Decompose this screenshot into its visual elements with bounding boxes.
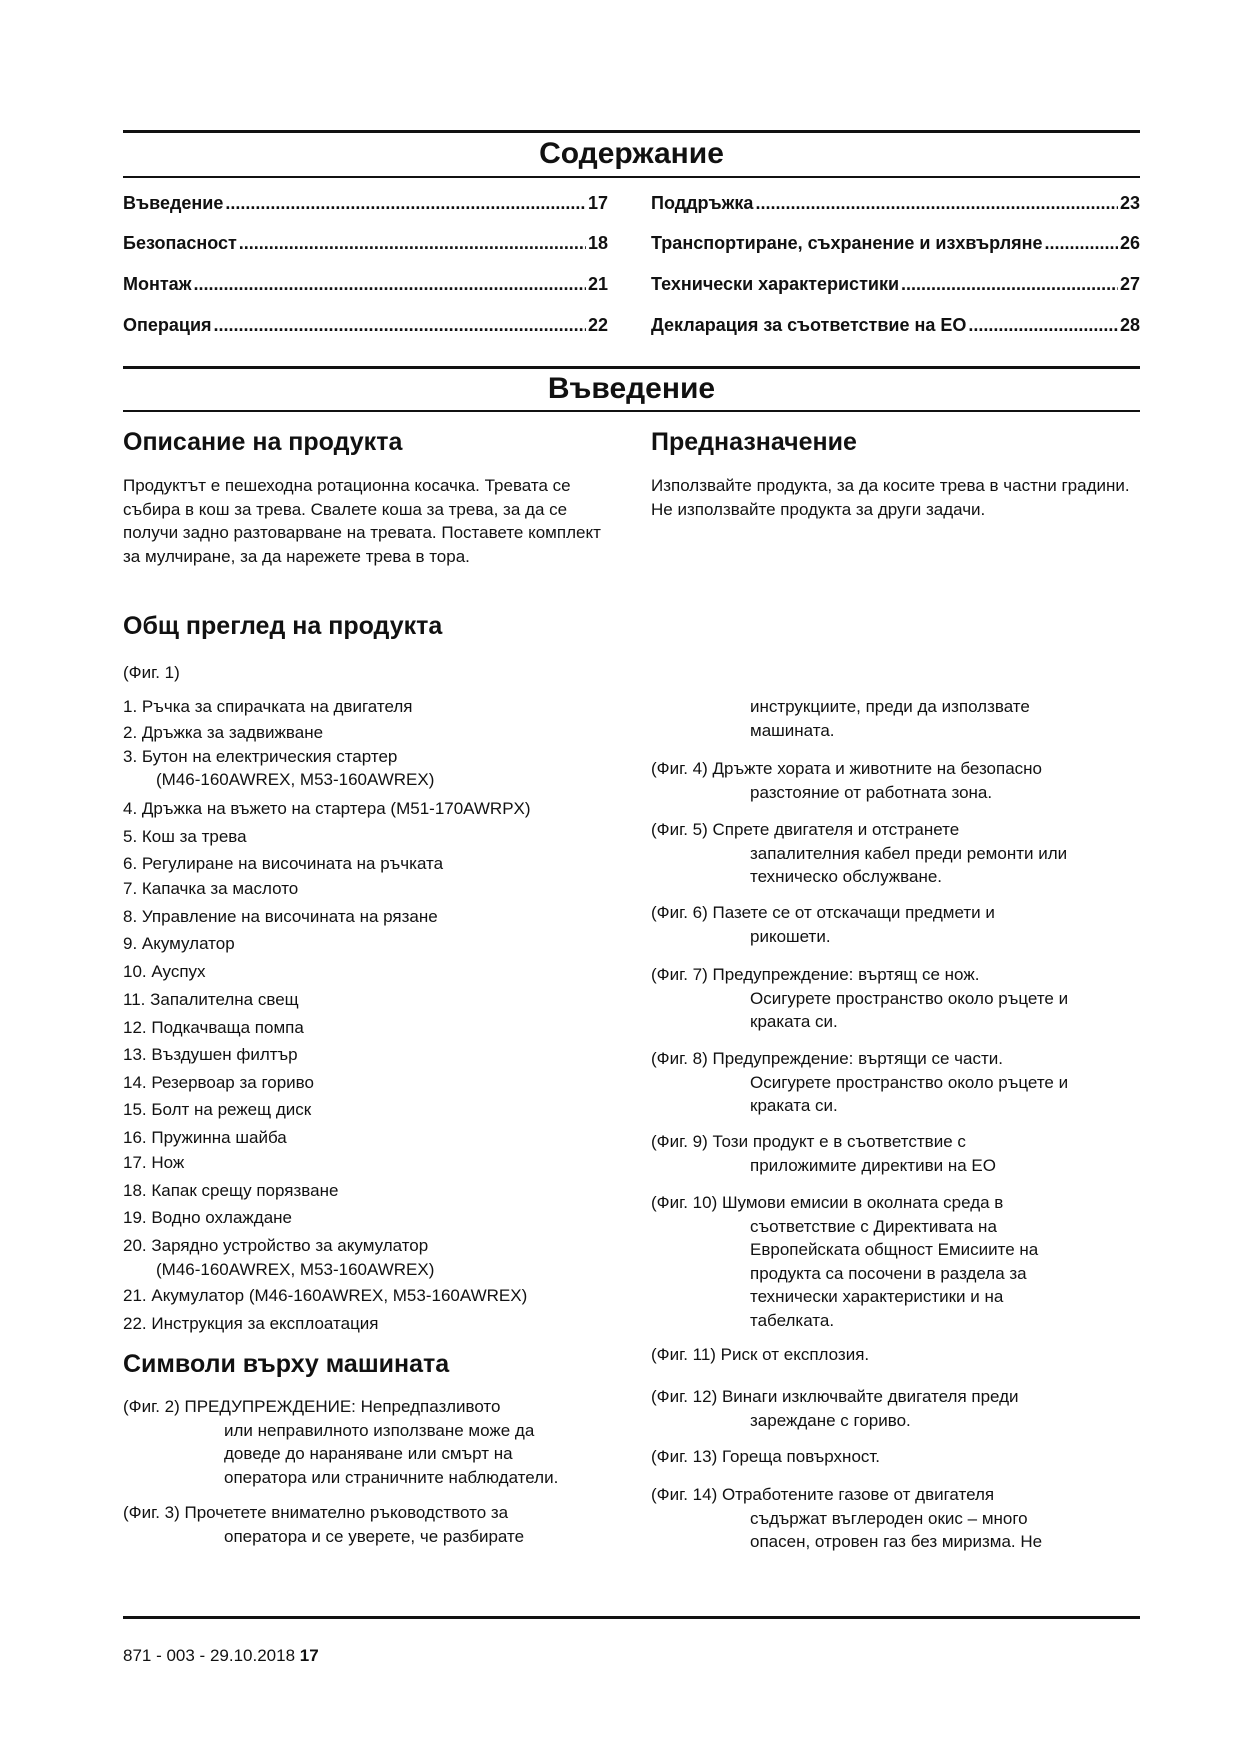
symbol-entry: (Фиг. 14) Отработените газове от двигателя съдържат въглероден окис – много опасен, отровен газ без миризма. Не [651, 1485, 1043, 1551]
list-item: 22. Инструкция за експлоатация [123, 1314, 379, 1333]
list-item: 14. Резервоар за гориво [123, 1073, 314, 1092]
symbol-entry: (Фиг. 12) Винаги изключвайте двигателя преди зареждане с гориво. [651, 1387, 1019, 1430]
list-item: 16. Пружинна шайба [123, 1128, 287, 1147]
toc-entry[interactable]: Монтаж ..... 21 [123, 274, 608, 295]
symbol-entry: (Фиг. 10) Шумови емисии в околната среда в съответствие с Директивата на Европейската общност Емисиите на продукта са посочени в раздела за технически характеристики и на табелката. [651, 1193, 1039, 1330]
toc-entry[interactable]: Декларация за съответствие на ЕО ..... 28 [651, 315, 1140, 336]
symbol-entry: (Фиг. 11) Риск от експлозия. [651, 1345, 870, 1364]
list-item: (M46-160AWREX, M53-160AWREX) [156, 770, 435, 789]
toc-top-rule [123, 130, 1140, 133]
toc-entry[interactable]: Транспортиране, съхранение и изхвърляне ..... 26 [651, 233, 1140, 254]
list-item: 20. Зарядно устройство за акумулатор [123, 1236, 429, 1255]
list-item: 17. Нож [123, 1153, 185, 1172]
list-item: 19. Водно охлаждане [123, 1208, 292, 1227]
list-item: 6. Регулиране на височината на ръчката [123, 854, 444, 873]
list-item: 13. Въздушен филтър [123, 1045, 298, 1064]
list-item: 8. Управление на височината на рязане [123, 907, 438, 926]
list-item: 12. Подкачваща помпа [123, 1018, 304, 1037]
intro-top-rule [123, 366, 1140, 369]
toc-entry[interactable]: Въведение ..... 17 [123, 193, 608, 214]
list-item: 7. Капачка за маслото [123, 879, 299, 898]
product-description-text: Продуктът е пешеходна ротационна косачка. Тревата се събира в кош за трева. Свалете коша за трева, за да се получи задно разтоварване на тревата. Поставете комплект за мулчиране, за да нарежете трева в тора. [123, 476, 601, 566]
toc-entry[interactable]: Операция ..... 22 [123, 315, 608, 336]
toc-entry[interactable]: Технически характеристики ..... 27 [651, 274, 1140, 295]
page-footer [123, 1646, 319, 1666]
symbol-entry: (Фиг. 9) Този продукт е в съответствие с приложимите директиви на ЕО [651, 1132, 996, 1175]
list-item: 5. Кош за трева [123, 827, 247, 846]
list-item: 2. Дръжка за задвижване [123, 723, 324, 742]
list-item: 9. Акумулатор [123, 934, 235, 953]
symbol-entry: (Фиг. 7) Предупреждение: въртящ се нож. Осигурете пространство около ръцете и краката си. [651, 965, 1069, 1031]
list-item: 1. Ръчка за спирачката на двигателя [123, 697, 413, 716]
list-item: 21. Акумулатор (M46-160AWREX, M53-160AWREX) [123, 1286, 528, 1305]
intro-title: Въведение [547, 372, 716, 405]
symbol-entry: инструкциите, преди да използвате машината. [750, 697, 1030, 740]
symbol-entry: (Фиг. 8) Предупреждение: въртящи се части. Осигурете пространство около ръцете и краката си. [651, 1049, 1069, 1115]
symbol-entry: (Фиг. 13) Гореща повърхност. [651, 1447, 881, 1466]
list-item: 15. Болт на режещ диск [123, 1100, 312, 1119]
intended-use-text: Използвайте продукта, за да косите трева в частни градини. Не използвайте продукта за други задачи. [651, 476, 1130, 519]
symbol-entry: (Фиг. 6) Пазете се от отскачащи предмети и рикошети. [651, 903, 995, 946]
list-item: 4. Дръжка на въжето на стартера (M51-170AWRPX) [123, 799, 531, 818]
list-item: 11. Запалителна свещ [123, 990, 299, 1009]
overview-heading: Общ преглед на продукта [123, 612, 443, 640]
overview-fig-ref: (Фиг. 1) [123, 663, 180, 682]
footer-rule [123, 1616, 1140, 1619]
product-description-heading: Описание на продукта [123, 428, 403, 456]
intended-use-heading: Предназначение [651, 428, 857, 456]
symbol-entry: (Фиг. 4) Дръжте хората и животните на безопасно разстояние от работната зона. [651, 759, 1043, 802]
document-info: 871 - 003 - 29.10.2018 [123, 1646, 296, 1665]
toc-entry[interactable]: Поддръжка ..... 23 [651, 193, 1140, 214]
symbol-entry: (Фиг. 2) ПРЕДУПРЕЖДЕНИЕ: Непредпазливото или неправилното използване може да доведе до нараняване или смърт на оператора или страничните наблюдатели. [123, 1397, 559, 1487]
symbols-heading: Символи върху машината [123, 1350, 450, 1378]
symbol-entry: (Фиг. 3) Прочетете внимателно ръководството за оператора и се уверете, че разбирате [123, 1503, 525, 1546]
toc-title: Содержание [539, 137, 724, 170]
list-item: 10. Ауспух [123, 962, 206, 981]
list-item: 18. Капак срещу порязване [123, 1181, 339, 1200]
list-item: (M46-160AWREX, M53-160AWREX) [156, 1260, 435, 1279]
toc-entry[interactable]: Безопасност ..... 18 [123, 233, 608, 254]
page-number: 17 [299, 1646, 319, 1665]
intro-bottom-rule [123, 410, 1140, 412]
symbol-entry: (Фиг. 5) Спрете двигателя и отстранете запалителния кабел преди ремонти или техническо обслужване. [651, 820, 1068, 886]
list-item: 3. Бутон на електрическия стартер [123, 747, 398, 766]
toc-bottom-rule [123, 176, 1140, 178]
